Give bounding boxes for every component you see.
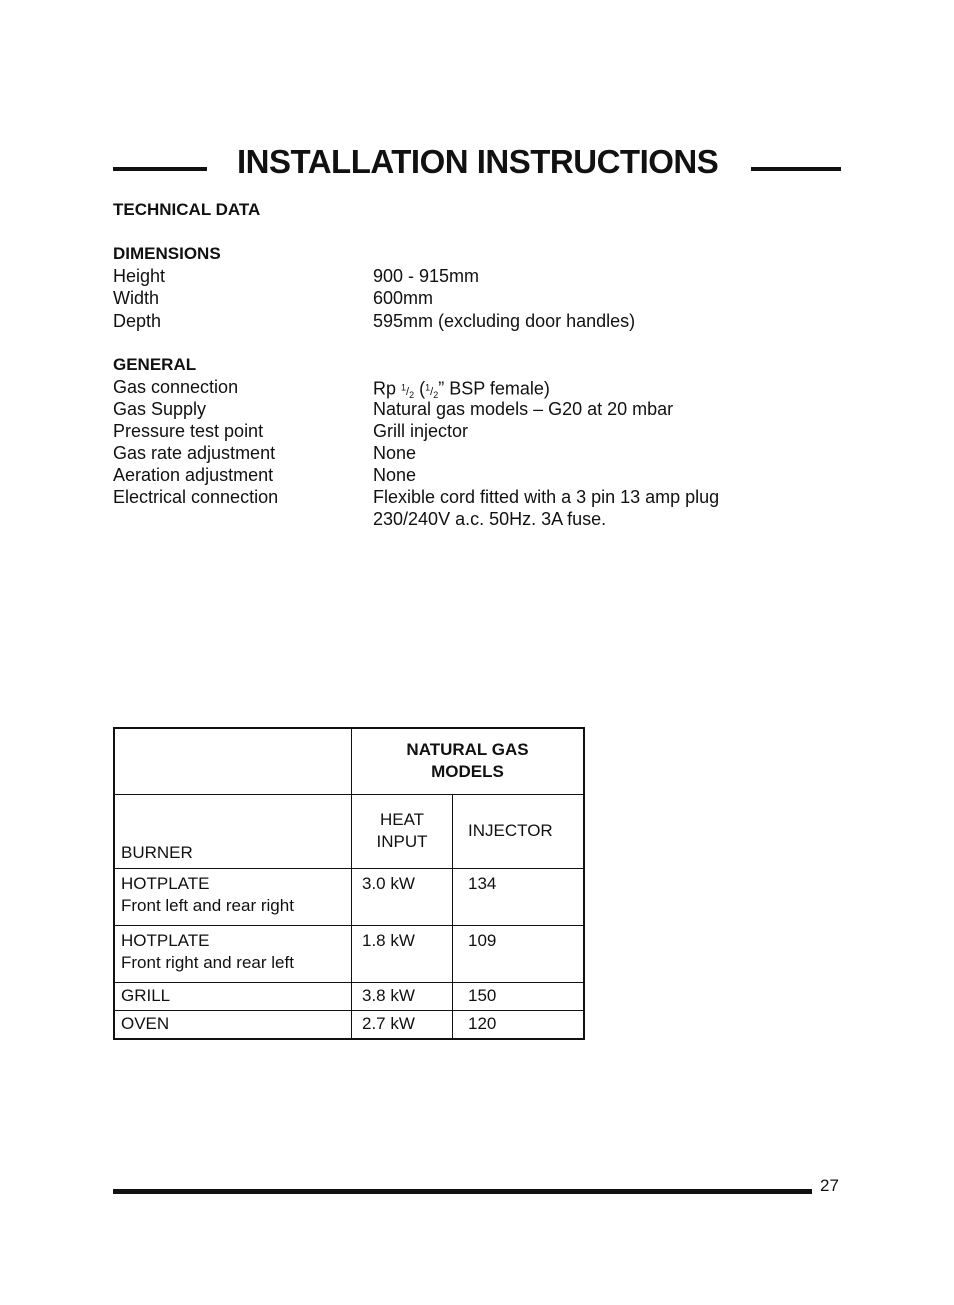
gas-connection-prefix: Rp [373,378,397,399]
gas-supply-value: Natural gas models – G20 at 20 mbar [373,399,674,419]
electrical-value: Flexible cord fitted with a 3 pin 13 amp plug [373,487,720,507]
aeration-value: None [373,465,417,485]
table-row [114,1010,584,1039]
injector-cell: 109 [453,925,585,982]
burner-cell: OVEN [114,1010,352,1039]
models-header-line1: NATURAL GAS [406,740,529,760]
burner-position: Front left and rear right [121,895,294,915]
depth-value: 595mm (excluding door handles) [373,311,636,331]
gas-rate-label: Gas rate adjustment [113,443,276,463]
burner-table [113,727,585,1040]
footer-rule [113,1189,812,1194]
burner-cell [114,925,352,982]
empty-header-cell [114,728,352,794]
page-number: 27 [820,1176,839,1195]
electrical-value-line2: 230/240V a.c. 50Hz. 3A fuse. [373,509,607,529]
models-header-line2: MODELS [431,762,504,782]
gas-supply-label: Gas Supply [113,399,207,419]
half-fraction-inch: $^1/_2$ [425,382,439,400]
pressure-test-label: Pressure test point [113,421,264,441]
title-rule-left [113,167,207,171]
injector-cell: 120 [453,1010,585,1039]
heat-header-line2: INPUT [376,832,428,851]
height-label: Height [113,266,166,286]
depth-label: Depth [113,311,162,331]
electrical-label: Electrical connection [113,487,279,507]
title-row [113,140,841,184]
general-heading: GENERAL [113,355,197,374]
gas-rate-value: None [373,443,417,463]
heat-header-line1: HEAT [379,810,425,829]
burner-cell [114,868,352,925]
injector-cell: 150 [453,982,585,1010]
injector-header: INJECTOR [453,794,585,868]
heat-cell: 3.8 kW [352,982,453,1010]
burner-position: Front right and rear left [121,952,294,972]
aeration-label: Aeration adjustment [113,465,274,485]
gas-connection-suffix: ” BSP female) [438,378,550,399]
table-row [114,868,584,925]
burner-cell: GRILL [114,982,352,1010]
title-rule-right [751,167,841,171]
dimensions-heading: DIMENSIONS [113,244,221,263]
half-fraction: $^1/_2$ [401,382,415,400]
burner-name: HOTPLATE [121,930,210,950]
heat-cell: 3.0 kW [352,868,453,925]
width-value: 600mm [373,288,434,308]
heat-cell: 2.7 kW [352,1010,453,1039]
table-row [114,982,584,1010]
gas-connection-value: Rp $^1/_2$ ($^1/_2$” BSP female) [373,378,550,400]
burner-name: HOTPLATE [121,873,210,893]
table-header-row-2 [114,794,584,868]
width-label: Width [113,288,160,308]
technical-data-heading: TECHNICAL DATA [113,200,261,219]
injector-cell: 134 [453,868,585,925]
table-row [114,925,584,982]
heat-cell: 1.8 kW [352,925,453,982]
pressure-test-value: Grill injector [373,421,469,441]
burner-header: BURNER [114,794,352,868]
gas-connection-label: Gas connection [113,377,239,397]
height-value: 900 - 915mm [373,266,480,286]
models-header [352,728,585,794]
heat-input-header [352,794,453,868]
table-header-row-1 [114,728,584,794]
page-title: INSTALLATION INSTRUCTIONS [237,143,719,180]
